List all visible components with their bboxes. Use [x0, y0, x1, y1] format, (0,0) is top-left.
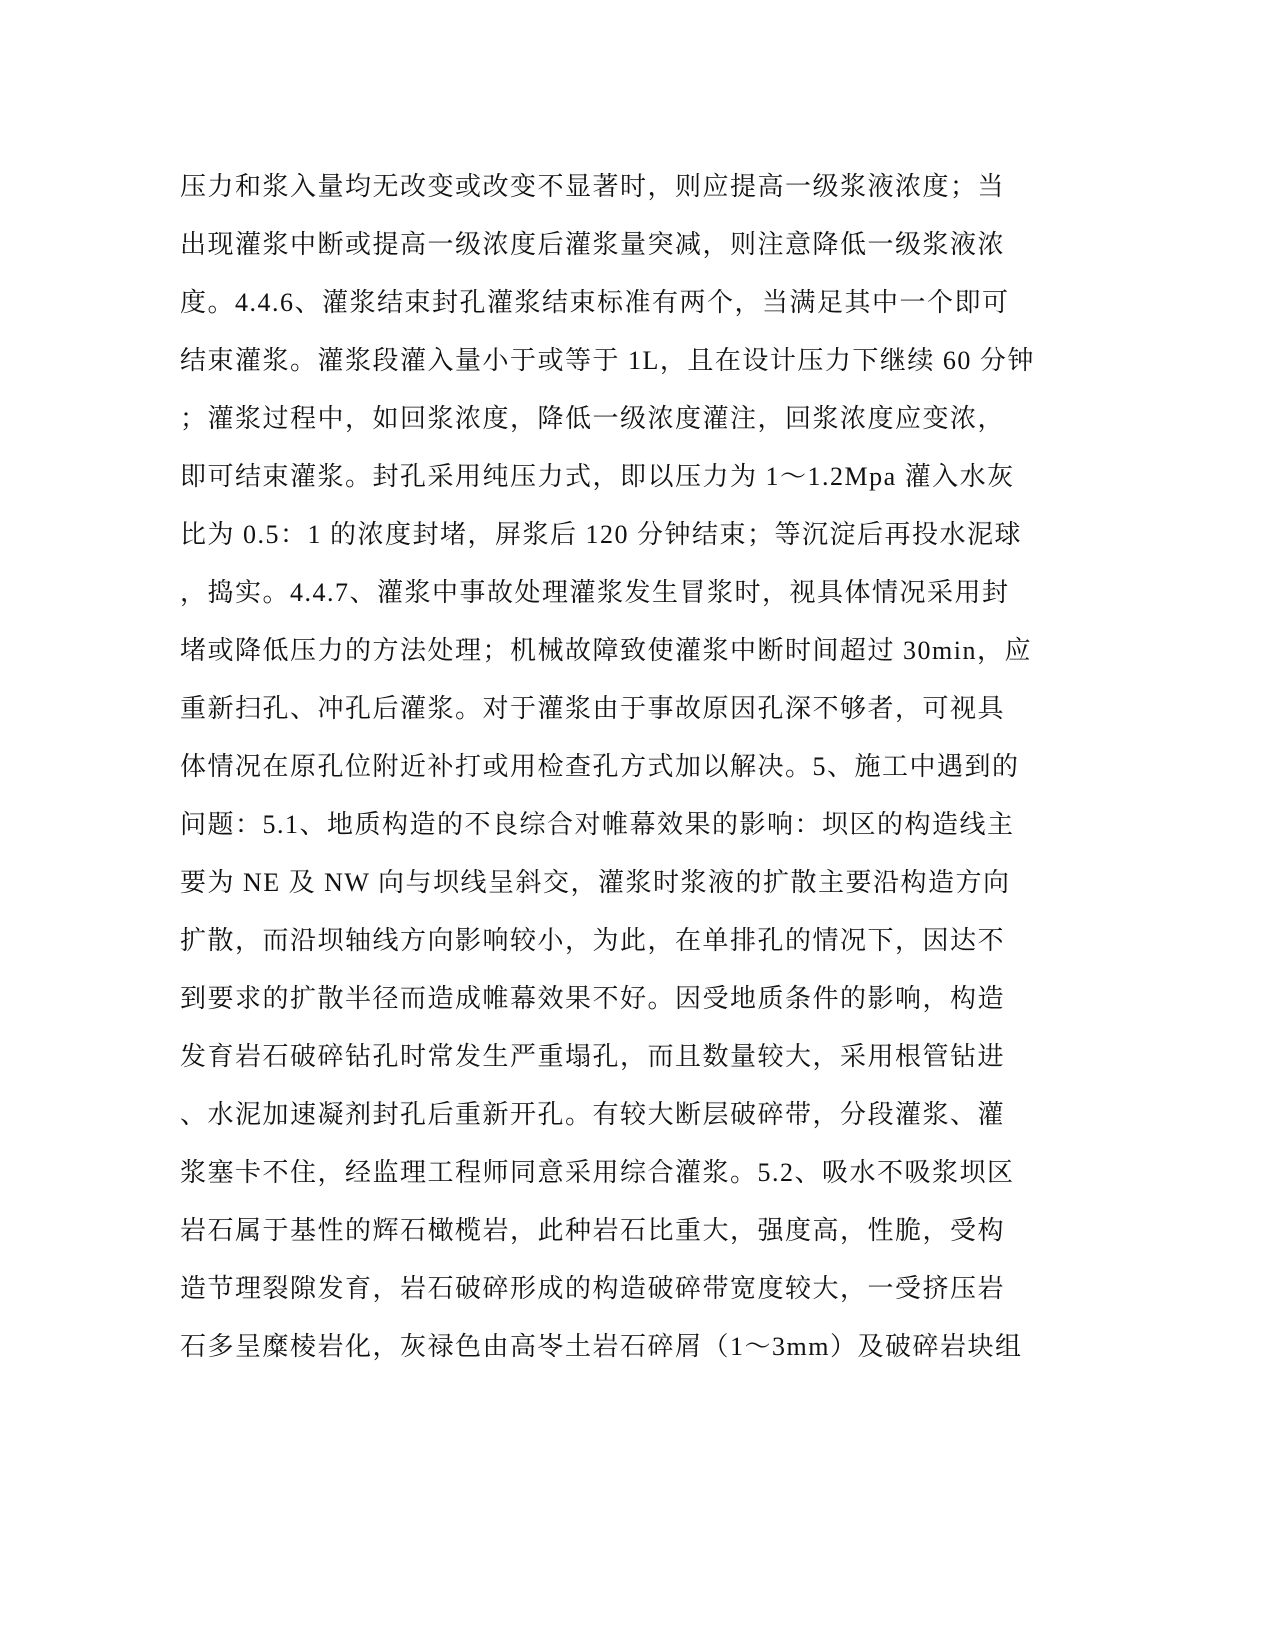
- text-line: ；灌浆过程中，如回浆浓度，降低一级浓度灌注，回浆浓度应变浓，: [180, 404, 1006, 433]
- text-line: 石多呈糜棱岩化，灰禄色由高岺土岩石碎屑（1～3mm）及破碎岩块组: [180, 1332, 1023, 1361]
- text-line: 出现灌浆中断或提高一级浓度后灌浆量突减，则注意降低一级浆液浓: [180, 230, 1006, 259]
- text-line: 发育岩石破碎钻孔时常发生严重塌孔，而且数量较大，采用根管钻进: [180, 1042, 1006, 1071]
- text-line: 重新扫孔、冲孔后灌浆。对于灌浆由于事故原因孔深不够者，可视具: [180, 694, 1006, 723]
- text-line: 扩散，而沿坝轴线方向影响较小，为此，在单排孔的情况下，因达不: [180, 926, 1006, 955]
- text-line: 比为 0.5：1 的浓度封堵，屏浆后 120 分钟结束；等沉淀后再投水泥球: [180, 520, 1023, 549]
- text-line: 压力和浆入量均无改变或改变不显著时，则应提高一级浆液浓度；当: [180, 172, 1006, 201]
- text-line: 度。4.4.6、灌浆结束封孔灌浆结束标准有两个，当满足其中一个即可: [180, 288, 1010, 317]
- text-line: 浆塞卡不住，经监理工程师同意采用综合灌浆。5.2、吸水不吸浆坝区: [180, 1158, 1015, 1187]
- text-line: 体情况在原孔位附近补打或用检查孔方式加以解决。5、施工中遇到的: [180, 752, 1020, 781]
- text-line: 堵或降低压力的方法处理；机械故障致使灌浆中断时间超过 30min，应: [180, 636, 1032, 665]
- body-text: [180, 158, 1050, 1376]
- text-line: 造节理裂隙发育，岩石破碎形成的构造破碎带宽度较大，一受挤压岩: [180, 1274, 1006, 1303]
- text-line: 问题：5.1、地质构造的不良综合对帷幕效果的影响：坝区的构造线主: [180, 810, 1015, 839]
- text-line: 、水泥加速凝剂封孔后重新开孔。有较大断层破碎带，分段灌浆、灌: [180, 1100, 1006, 1129]
- text-line: 要为 NE 及 NW 向与坝线呈斜交，灌浆时浆液的扩散主要沿构造方向: [180, 868, 1011, 897]
- text-line: 结束灌浆。灌浆段灌入量小于或等于 1L，且在设计压力下继续 60 分钟: [180, 346, 1035, 375]
- text-line: 即可结束灌浆。封孔采用纯压力式，即以压力为 1～1.2Mpa 灌入水灰: [180, 462, 1015, 491]
- text-line: 到要求的扩散半径而造成帷幕效果不好。因受地质条件的影响，构造: [180, 984, 1006, 1013]
- text-line: 岩石属于基性的辉石橄榄岩，此种岩石比重大，强度高，性脆，受构: [180, 1216, 1006, 1245]
- text-line: ，捣实。4.4.7、灌浆中事故处理灌浆发生冒浆时，视具体情况采用封: [180, 578, 1010, 607]
